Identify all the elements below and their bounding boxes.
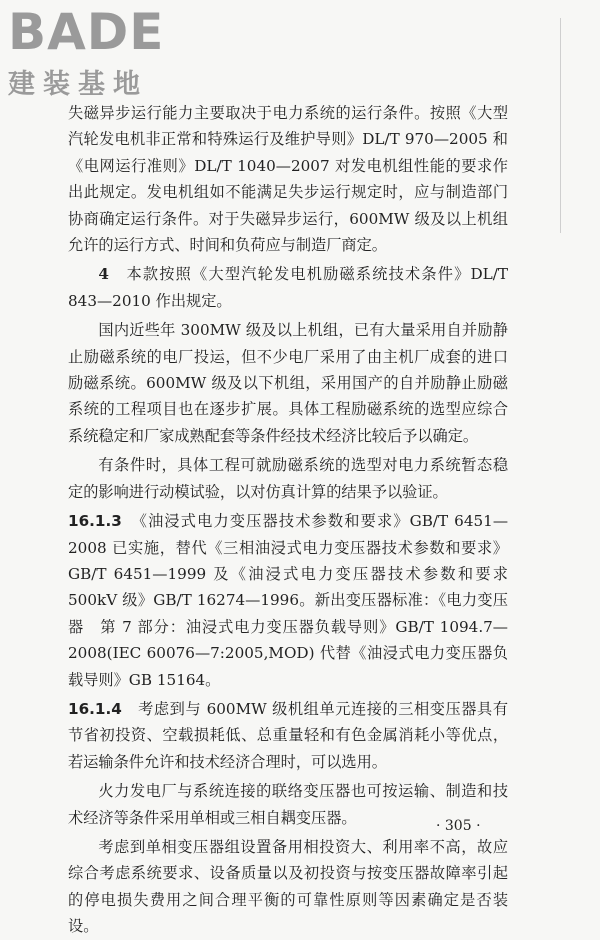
paragraph-4 [68,452,508,505]
section-16-1-3 [68,508,524,693]
paragraph-text: 有条件时，具体工程可就励磁系统的选型对电力系统暂态稳定的影响进行动模试验，以对仿真计算的结果予以验证。 [68,456,508,501]
logo-subtitle: 建装基地 [8,69,148,100]
paragraph-3 [68,317,508,449]
section-number: 16.1.3 [68,512,122,531]
paragraph-text: 《油浸式电力变压器技术参数和要求》GB/T 6451—2008 已实施，替代《三相油浸式电力变压器技术参数和要求》GB/T 6451—1999 及《油浸式电力变压器技术参数和要求 500kV 级》GB/T 16274—1996。新出变压器标准：《电力变压器 第 7 部分：油浸式电力变压器负载导则》GB/T 1094.7—2008(IEC 60076—7:2005,MOD) 代替《油浸式电力变压器负载导则》GB 15164。 [68,512,524,689]
paragraph-2 [68,261,508,314]
page-edge-line [560,18,561,233]
paragraph-1 [68,100,508,258]
document-body [68,100,524,940]
paragraph-text: 本款按照《大型汽轮发电机励磁系统技术条件》DL/T 843—2010 作出规定。 [68,265,509,310]
bade-logo [8,3,165,101]
page-number: · 305 · [436,818,481,834]
section-number: 16.1.4 [68,699,122,718]
logo-wordmark: BADE [8,3,165,61]
paragraph-8 [68,834,508,940]
paragraph-text: 国内近些年 300MW 级及以上机组，已有大量采用自并励静止励磁系统的电厂投运，但不少电厂采用了由主机厂成套的进口励磁系统。600MW 级及以下机组，采用国产的自并励静止励磁系统的工程项目也在逐步扩展。具体工程励磁系统的选型应综合系统稳定和厂家成熟配套等条件经技术经济比较后予以确定。 [68,321,508,445]
paragraph-text: 失磁异步运行能力主要取决于电力系统的运行条件。按照《大型汽轮发电机非正常和特殊运行及维护导则》DL/T 970—2005 和《电网运行准则》DL/T 1040—2007 对发电机组性能的要求作出此规定。发电机组如不能满足失步运行规定时，应与制造部门协商确定运行条件。对于失磁异步运行，600MW 级及以上机组允许的运行方式、时间和负荷应与制造厂商定。 [68,104,508,255]
item-number: 4 [98,265,109,284]
paragraph-text: 考虑到与 600MW 级机组单元连接的三相变压器具有节省初投资、空载损耗低、总重量轻和有色金属消耗小等优点，若运输条件允许和技术经济合理时，可以选用。 [68,699,509,771]
paragraph-text: 火力发电厂与系统连接的联络变压器也可按运输、制造和技术经济等条件采用单相或三相自耦变压器。 [68,782,508,827]
section-16-1-4 [68,696,508,775]
paragraph-text: 考虑到单相变压器组设置备用相投资大、利用率不高，故应综合考虑系统要求、设备质量以及初投资与按变压器故障率引起的停电损失费用之间合理平衡的可靠性原则等因素确定是否装设。 [68,837,508,936]
